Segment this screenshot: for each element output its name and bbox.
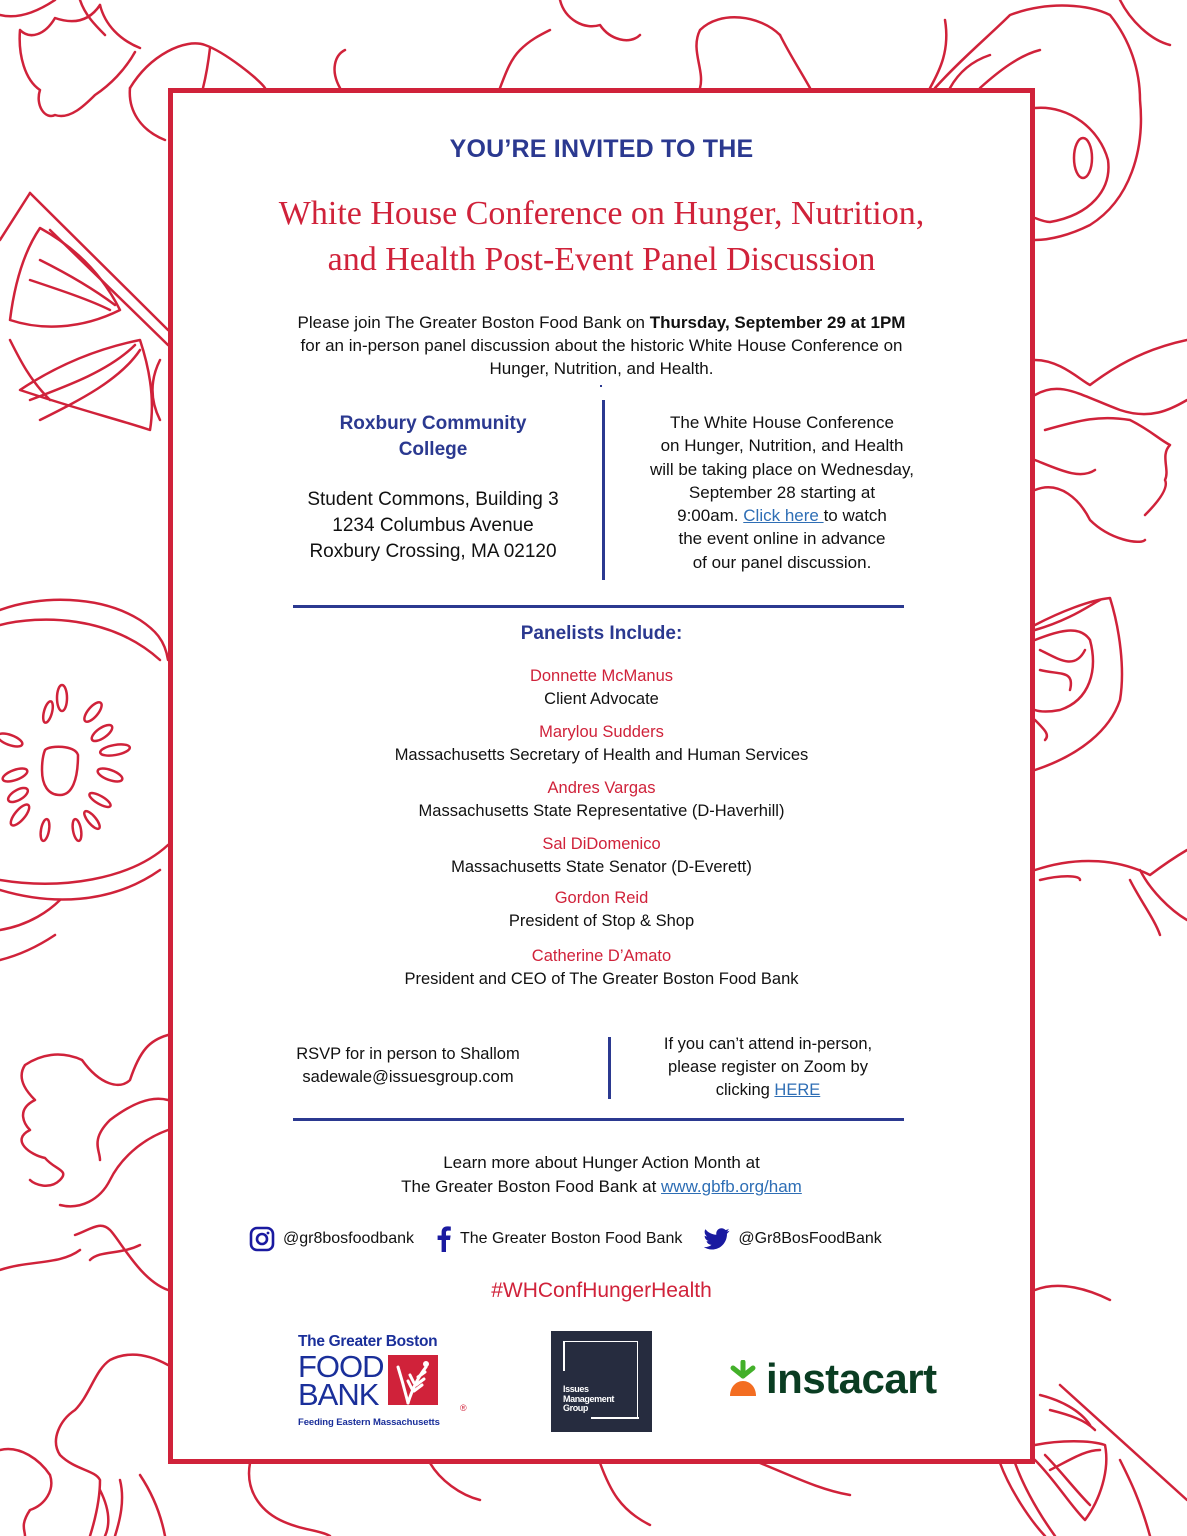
rsvp-email[interactable]: sadewale@issuesgroup.com — [302, 1068, 514, 1086]
social-links — [249, 1226, 904, 1252]
img-logo-line3: Group — [563, 1403, 588, 1413]
rsvp-block — [283, 1043, 533, 1089]
conf-time: 9:00am. — [677, 506, 744, 526]
intro-text: Please join The Greater Boston Food Bank on — [297, 313, 650, 332]
panelist-item — [173, 777, 1030, 823]
tomato-round-illustration — [0, 600, 168, 900]
pasta-bow-illustration — [1035, 0, 1187, 542]
conf-line6: the event online in advance — [678, 529, 886, 549]
panelist-item — [173, 833, 1030, 879]
pasta-bow-left-illustration — [0, 1035, 168, 1290]
facebook-link[interactable] — [436, 1226, 682, 1252]
conf-line3: will be taking place on Wednesday, — [650, 459, 914, 479]
learn-line1: Learn more about Hunger Action Month at — [443, 1153, 760, 1172]
panelist-name: Donnette McManus — [529, 667, 674, 685]
instacart-wordmark: instacart — [766, 1355, 937, 1402]
instacart-logo — [728, 1355, 937, 1403]
zoom-clicking-text: clicking — [715, 1081, 775, 1099]
instagram-link[interactable] — [249, 1226, 414, 1252]
conf-line7: of our panel discussion. — [692, 552, 872, 572]
instagram-handle: @gr8bosfoodbank — [283, 1230, 414, 1247]
venue-name-line1: Roxbury Community — [339, 413, 527, 434]
vertical-divider-2 — [608, 1037, 611, 1099]
event-title-line2: and Health Post-Event Panel Discussion — [327, 241, 876, 278]
address-line3: Roxbury Crossing, MA 02120 — [309, 541, 557, 562]
learn-line2 — [173, 1175, 1030, 1199]
gbfb-ham-link[interactable]: www.gbfb.org/ham — [661, 1177, 802, 1196]
gbfb-logo-top: The Greater Boston — [298, 1333, 438, 1350]
intro-line2: for an in-person panel discussion about the historic White House Conference on — [300, 336, 903, 355]
intro-line3: Hunger, Nutrition, and Health. — [489, 359, 714, 378]
panelist-role: President and CEO of The Greater Boston Food Bank — [404, 970, 799, 988]
conf-line2: on Hunger, Nutrition, and Health — [660, 436, 904, 456]
stray-dot — [600, 385, 602, 387]
rsvp-text: RSVP for in person to Shallom — [296, 1045, 520, 1063]
panelist-item — [173, 665, 1030, 711]
event-title-line1: White House Conference on Hunger, Nutrition, — [278, 195, 925, 232]
panelist-name: Gordon Reid — [554, 889, 649, 907]
conf-line5 — [618, 504, 946, 527]
panelist-role: Client Advocate — [544, 690, 659, 708]
horizontal-divider-1 — [293, 605, 904, 608]
conf-line5-post: to watch — [823, 506, 887, 526]
conf-line1: The White House Conference — [670, 413, 894, 432]
venue-name-line2: College — [398, 439, 468, 460]
zoom-register-link[interactable]: HERE — [774, 1081, 821, 1099]
zoom-line3 — [623, 1079, 913, 1102]
twitter-icon — [704, 1228, 730, 1250]
venue-block — [263, 411, 603, 565]
conf-line4: September 28 starting at — [688, 482, 876, 502]
panelist-role: President of Stop & Shop — [508, 912, 695, 930]
address-line2: 1234 Columbus Avenue — [332, 515, 534, 536]
apple-illustration — [1035, 850, 1187, 935]
event-date: Thursday, September 29 at 1PM — [649, 313, 906, 332]
vertical-divider — [602, 400, 605, 580]
panelist-role: Massachusetts State Senator (D-Everett) — [451, 858, 752, 876]
invitation-card — [168, 88, 1035, 1464]
gbfb-logo-row — [298, 1349, 478, 1412]
twitter-link[interactable] — [704, 1228, 881, 1250]
gbfb-word-bank: BANK — [298, 1377, 379, 1412]
learn-more-block — [173, 1151, 1030, 1199]
venue-name — [263, 411, 603, 463]
panelist-name: Andres Vargas — [547, 779, 656, 797]
horizontal-divider-2 — [293, 1118, 904, 1121]
registered-mark: ® — [460, 1403, 467, 1413]
panelist-item — [173, 721, 1030, 767]
panelist-role: Massachusetts State Representative (D-Haverhill) — [418, 802, 785, 820]
panelist-name: Catherine D’Amato — [531, 947, 672, 965]
facebook-icon — [436, 1226, 452, 1252]
zoom-line1: If you can’t attend in-person, — [663, 1035, 873, 1053]
gbfb-logo-words — [298, 1349, 384, 1412]
intro-line1 — [173, 311, 1030, 334]
carrot-icon — [728, 1360, 758, 1398]
event-title — [173, 191, 1030, 283]
img-logo-frame-left — [563, 1341, 565, 1371]
panelist-role: Massachusetts Secretary of Health and Human Services — [394, 746, 809, 764]
gbfb-tagline: Feeding Eastern Massachusetts — [298, 1417, 440, 1428]
venue-address — [263, 487, 603, 565]
citrus-slice-illustration — [0, 193, 168, 430]
img-logo-frame-bottom — [591, 1417, 639, 1419]
invited-heading: YOU’RE INVITED TO THE — [449, 135, 754, 163]
address-line1: Student Commons, Building 3 — [307, 489, 559, 510]
twitter-handle: @Gr8BosFoodBank — [738, 1230, 882, 1247]
gbfb-word-food: FOOD — [298, 1349, 384, 1384]
instagram-icon — [249, 1226, 275, 1252]
event-hashtag: #WHConfHungerHealth — [491, 1279, 712, 1302]
wheat-icon — [388, 1355, 438, 1405]
tomato-slice-illustration — [1035, 598, 1122, 770]
issues-management-group-logo — [551, 1331, 652, 1432]
img-logo-text — [563, 1385, 614, 1414]
panelist-item — [173, 945, 1030, 991]
zoom-line2: please register on Zoom by — [668, 1058, 868, 1076]
intro-paragraph — [173, 311, 1030, 380]
panelist-name: Sal DiDomenico — [542, 835, 661, 853]
facebook-handle: The Greater Boston Food Bank — [460, 1230, 683, 1247]
panelist-item — [173, 887, 1030, 933]
panelists-heading: Panelists Include: — [520, 623, 683, 644]
panelist-name: Marylou Sudders — [539, 723, 664, 741]
img-logo-line1: Issues — [563, 1384, 589, 1394]
panelists-list — [173, 665, 1030, 1001]
learn-line2-text: The Greater Boston Food Bank at — [401, 1177, 662, 1196]
img-logo-line2: Management — [563, 1393, 615, 1404]
gbfb-logo — [298, 1333, 478, 1428]
zoom-register-block — [623, 1033, 913, 1102]
broccoli-illustration — [0, 1355, 168, 1536]
watch-online-link[interactable]: Click here — [743, 506, 824, 526]
conference-info — [618, 411, 946, 574]
